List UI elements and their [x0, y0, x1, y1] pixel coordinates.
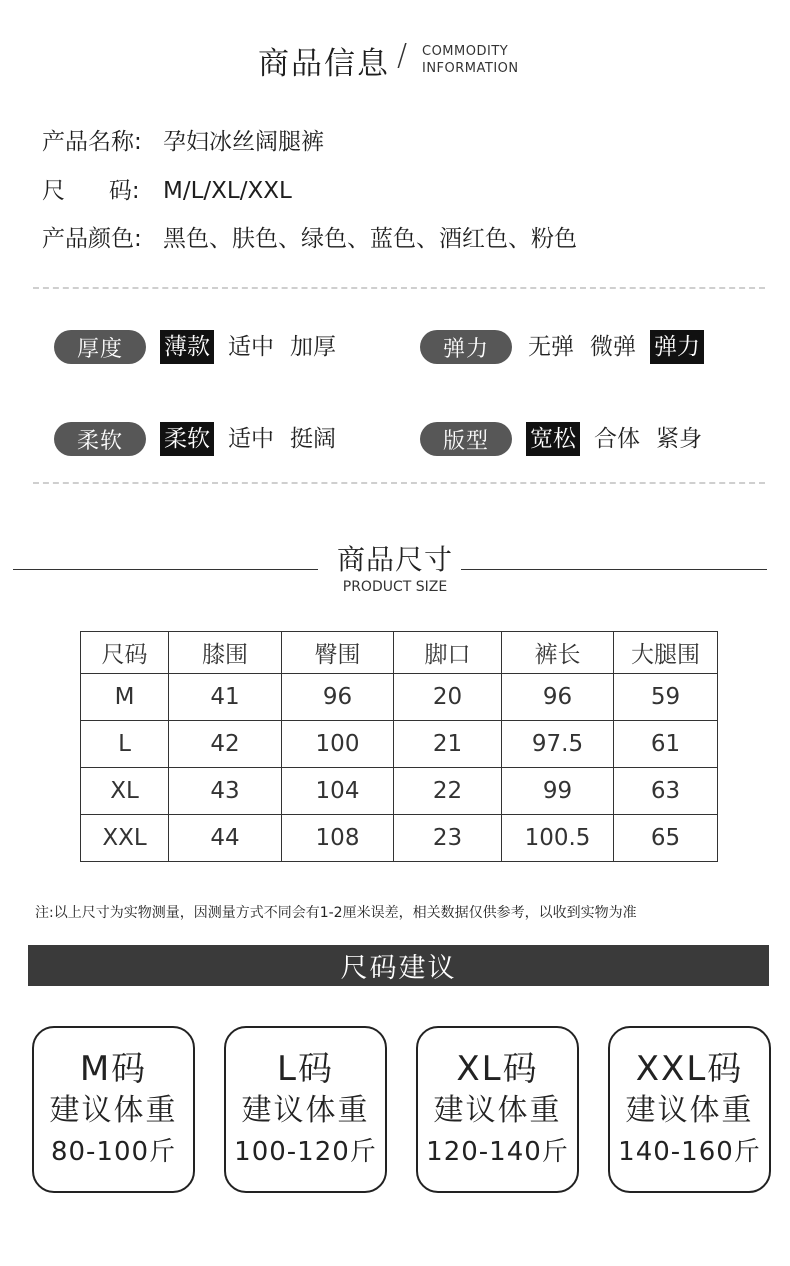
page-title-english [422, 43, 519, 77]
table-row [81, 815, 718, 862]
size-card-xxl [608, 1026, 771, 1193]
table-cell: 108 [282, 815, 394, 862]
table-cell: L [81, 721, 169, 768]
table-header-cell: 尺码 [81, 632, 169, 674]
size-card-label: 建议体重 [433, 1093, 562, 1128]
product-color-value: 黑色、肤色、绿色、蓝色、酒红色、粉色 [163, 226, 577, 252]
title-en-line2: INFORMATION [422, 61, 519, 76]
size-card-label: 建议体重 [49, 1093, 178, 1128]
divider-dashed-bottom [33, 482, 765, 484]
attr-fit-option-tight: 紧身 [656, 426, 702, 452]
table-cell: 22 [394, 768, 502, 815]
attr-thickness-option-thin: 薄款 [160, 330, 214, 364]
attr-fit-option-regular: 合体 [594, 426, 640, 452]
attr-thickness-option-thick: 加厚 [290, 334, 336, 360]
table-cell: 96 [282, 674, 394, 721]
attr-softness-option-soft: 柔软 [160, 422, 214, 456]
table-cell: 59 [614, 674, 718, 721]
table-header-cell: 脚口 [394, 632, 502, 674]
table-row [81, 721, 718, 768]
product-size-row [42, 172, 292, 205]
size-card-xl [416, 1026, 579, 1193]
table-header-cell: 大腿围 [614, 632, 718, 674]
table-cell: 42 [169, 721, 282, 768]
product-color-label: 产品颜色: [42, 226, 142, 252]
attr-elasticity-option-stretch: 弹力 [650, 330, 704, 364]
attr-fit-label: 版型 [420, 422, 512, 456]
size-card-size: XXL码 [635, 1049, 744, 1089]
size-card-size: XL码 [456, 1049, 539, 1089]
table-header-cell: 裤长 [502, 632, 614, 674]
table-cell: 41 [169, 674, 282, 721]
table-cell: 23 [394, 815, 502, 862]
attr-softness-label: 柔软 [54, 422, 146, 456]
size-recommend-banner: 尺码建议 [28, 945, 769, 986]
size-card-l [224, 1026, 387, 1193]
title-separator: / [397, 38, 408, 73]
divider-dashed-top [33, 287, 765, 289]
table-cell: 61 [614, 721, 718, 768]
product-name-row [42, 123, 324, 156]
product-size-value: M/L/XL/XXL [163, 178, 292, 204]
size-card-size: M码 [79, 1049, 148, 1089]
size-table [80, 631, 718, 862]
table-cell: 100 [282, 721, 394, 768]
size-card-range: 100-120斤 [234, 1137, 377, 1167]
size-card-label: 建议体重 [625, 1093, 754, 1128]
table-cell: 20 [394, 674, 502, 721]
table-cell: M [81, 674, 169, 721]
table-row [81, 768, 718, 815]
attr-fit [420, 419, 716, 459]
size-card-range: 120-140斤 [426, 1137, 569, 1167]
size-section-subtitle: PRODUCT SIZE [342, 579, 448, 595]
size-card-m [32, 1026, 195, 1193]
product-name-label: 产品名称: [42, 129, 142, 155]
table-header-cell: 臀围 [282, 632, 394, 674]
attr-softness [54, 419, 350, 459]
attr-elasticity-label: 弹力 [420, 330, 512, 364]
table-header-row [81, 632, 718, 674]
table-cell: 63 [614, 768, 718, 815]
attr-fit-option-loose: 宽松 [526, 422, 580, 456]
product-color-row [42, 220, 577, 253]
attr-thickness [54, 327, 350, 367]
size-card-size: L码 [277, 1049, 334, 1089]
table-header-cell: 膝围 [169, 632, 282, 674]
attr-softness-option-stiff: 挺阔 [290, 426, 336, 452]
table-cell: XL [81, 768, 169, 815]
page-title: 商品信息 [258, 46, 390, 82]
attr-elasticity-option-slight: 微弹 [590, 334, 636, 360]
size-card-label: 建议体重 [241, 1093, 370, 1128]
size-section-title: 商品尺寸 [336, 543, 453, 576]
attr-softness-option-medium: 适中 [228, 426, 274, 452]
table-cell: 65 [614, 815, 718, 862]
measurement-note: 注:以上尺寸为实物测量，因测量方式不同会有1-2厘米误差，相关数据仅供参考，以收到实物为准 [35, 905, 637, 921]
table-cell: 96 [502, 674, 614, 721]
table-cell: 44 [169, 815, 282, 862]
table-cell: 97.5 [502, 721, 614, 768]
product-size-label: 尺 码: [42, 178, 140, 204]
attr-thickness-option-medium: 适中 [228, 334, 274, 360]
size-card-range: 140-160斤 [618, 1137, 761, 1167]
product-name-value: 孕妇冰丝阔腿裤 [163, 129, 324, 155]
attr-elasticity [420, 327, 716, 367]
attr-thickness-label: 厚度 [54, 330, 146, 364]
size-card-range: 80-100斤 [50, 1137, 177, 1167]
title-en-line1: COMMODITY [422, 44, 509, 59]
table-cell: 100.5 [502, 815, 614, 862]
table-cell: 43 [169, 768, 282, 815]
table-cell: 21 [394, 721, 502, 768]
table-row [81, 674, 718, 721]
table-cell: 99 [502, 768, 614, 815]
table-cell: XXL [81, 815, 169, 862]
table-cell: 104 [282, 768, 394, 815]
attr-elasticity-option-none: 无弹 [528, 334, 574, 360]
